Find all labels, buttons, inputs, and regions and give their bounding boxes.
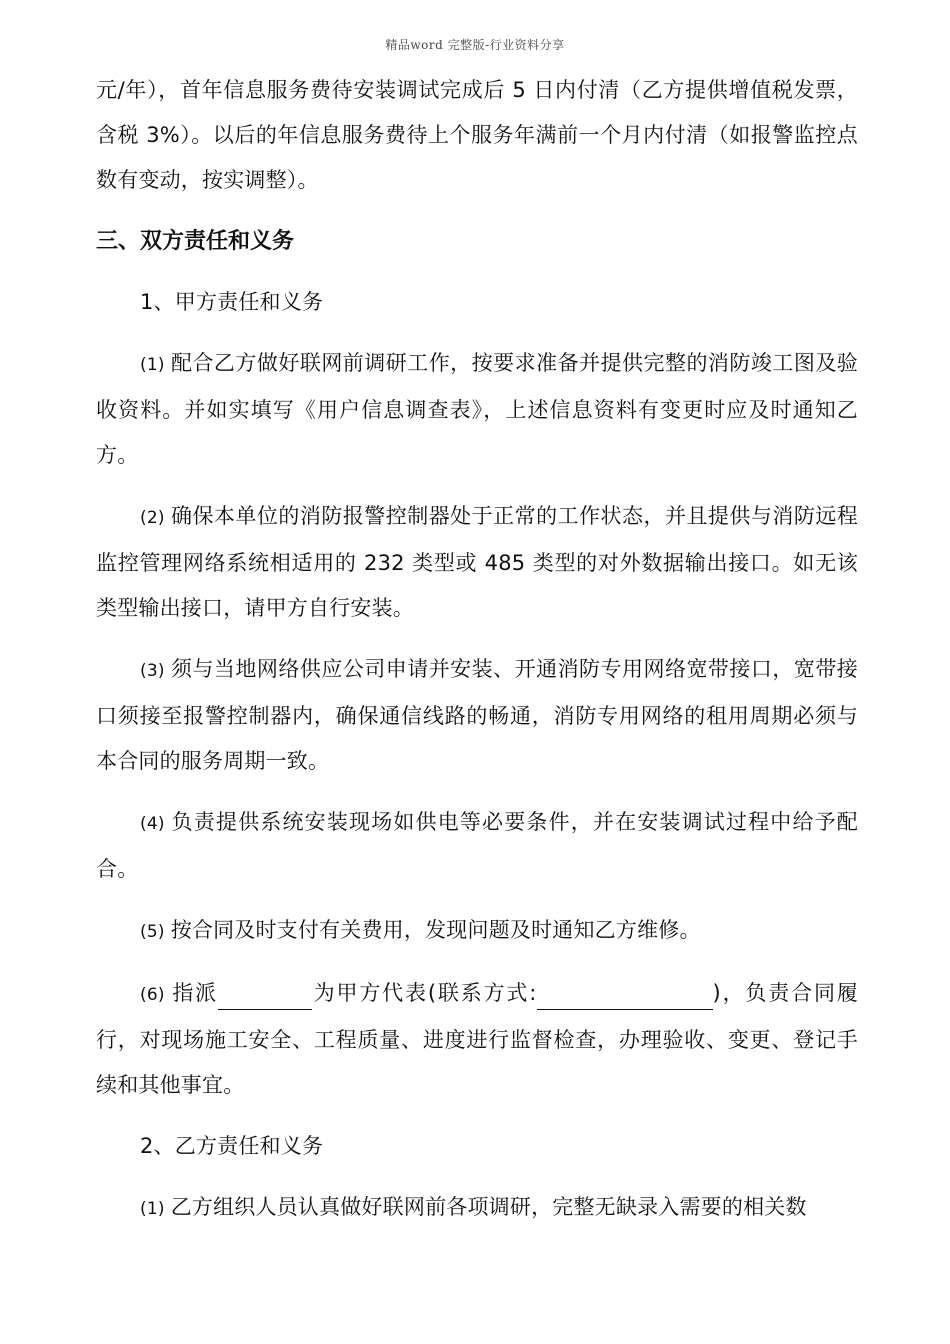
party-b-item-1: [96, 1185, 858, 1232]
item-number: (3): [140, 661, 165, 681]
item-number: (4): [140, 814, 165, 834]
party-a-item-1: [96, 341, 858, 478]
item-number: (1): [140, 355, 165, 375]
party-a-item-3: [96, 647, 858, 784]
party-a-item-6: [96, 971, 858, 1108]
item-text: 乙方组织人员认真做好联网前各项调研，完整无缺录入需要的相关数: [170, 1195, 807, 1219]
document-body: [96, 68, 858, 1248]
party-a-item-2: [96, 494, 858, 631]
item-number: (2): [140, 508, 165, 528]
subsection-title-party-b: 2、乙方责任和义务: [140, 1134, 324, 1158]
item-text-part3: )，负责合同履行，对现场施工安全、工程质量、进度进行监督检查，办理验收、变更、登记手续和其他事宜。: [96, 981, 858, 1097]
item-text: 须与当地网络供应公司申请并安装、开通消防专用网络宽带接口，宽带接口须接至报警控制器内，确保通信线路的畅通，消防专用网络的租用周期必须与本合同的服务周期一致。: [96, 657, 858, 773]
item-text: 按合同及时支付有关费用，发现问题及时通知乙方维修。: [170, 918, 701, 942]
section-heading: 三、双方责任和义务: [96, 229, 295, 254]
item-text: 负责提供系统安装现场如供电等必要条件，并在安装调试过程中给予配合。: [96, 810, 858, 881]
item-text: 配合乙方做好联网前调研工作，按要求准备并提供完整的消防竣工图及验收资料。并如实填写《用户信息调查表》，上述信息资料有变更时应及时通知乙方。: [96, 351, 858, 467]
item-text-part1: 指派: [170, 981, 219, 1005]
item-text-part2: 为甲方代表(联系方式:: [312, 981, 537, 1005]
representative-name-blank[interactable]: [218, 981, 312, 1010]
item-number: (5): [140, 922, 165, 942]
item-text: 确保本单位的消防报警控制器处于正常的工作状态，并且提供与消防远程监控管理网络系统相适用的 232 类型或 485 类型的对外数据输出接口。如无该类型输出接口，请甲方自行安装。: [96, 504, 858, 620]
item-number: (6): [140, 985, 165, 1005]
party-a-item-4: [96, 800, 858, 892]
subsection-title-party-a: 1、甲方责任和义务: [140, 290, 324, 314]
contact-info-blank[interactable]: [537, 981, 713, 1010]
party-a-item-5: [96, 908, 858, 955]
intro-paragraph: 元/年），首年信息服务费待安装调试完成后 5 日内付清（乙方提供增值税发票，含税 3%）。以后的年信息服务费待上个服务年满前一个月内付清（如报警监控点数有变动，按实调整）。: [96, 78, 858, 192]
page-header: 精品word 完整版-行业资料分享: [385, 38, 565, 52]
item-number: (1): [140, 1199, 165, 1219]
